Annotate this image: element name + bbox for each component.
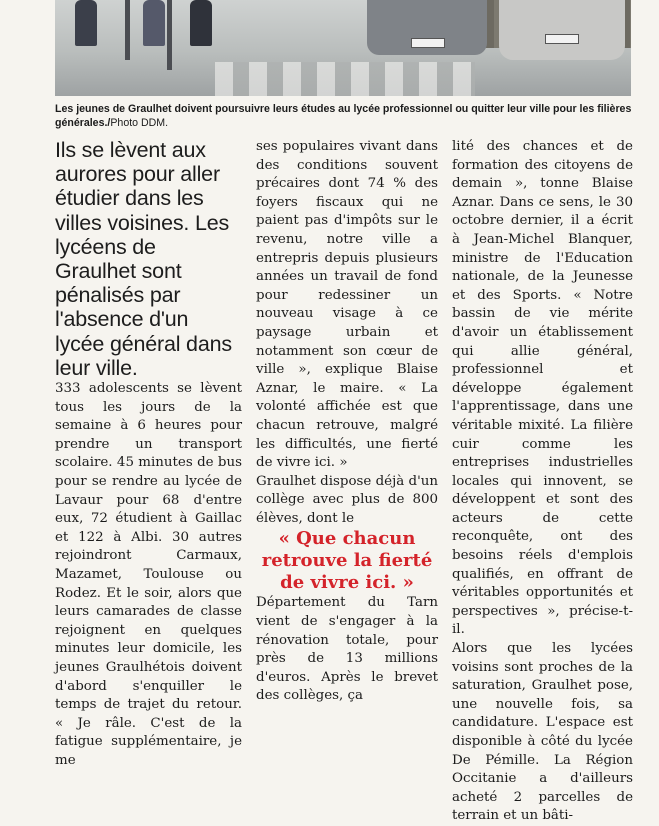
article-paragraph: 333 adolescents se lèvent tous les jours de la semaine à 6 heures pour prendre un transport scolaire. 45 minutes de bus pour se rendre au lycée de Lavaur pour 68 d'entre eux, 72 étudient à Gaillac et 122 à Albi. 30 autres rejoindront Carmaux, Mazamet, Toulouse ou Rodez. Et le soir, alors que leurs camarades de classe rejoignent en quelques minutes leur domicile, les jeunes Graulhétois doivent d'abord s'enquiller le temps de trajet du retour. « Je râle. C'est de la fatigue supplémentaire, je me: [55, 381, 242, 768]
caption-text: Les jeunes de Graulhet doivent poursuivre leurs études au lycée professionnel ou quitter leur ville pour les filières générales./: [55, 103, 632, 129]
article-paragraph: Alors que les lycées voisins sont proches de la saturation, Graulhet pose, une nouvelle fois, sa candidature. L'espace est disponible à côté du lycée De Pémille. La Région Occitanie a d'ailleurs acheté 2 parcelles de terrain et un bâti-: [452, 641, 633, 824]
license-plate: [411, 38, 445, 48]
article-lead: Ils se lèvent aux aurores pour aller étudier dans les villes voisines. Les lycéens de Graulhet sont pénalisés par l'absence d'un lycée général dans leur ville.: [55, 138, 232, 380]
article-paragraph: Département du Tarn vient de s'engager à la rénovation totale, pour près de 13 millions d'euros. Après le brevet des collèges, ça: [256, 595, 438, 704]
pedestrian-crossing: [215, 62, 475, 96]
student-figure: [75, 0, 97, 46]
parked-car: [367, 0, 487, 55]
photo-caption: [55, 102, 635, 130]
lamp-post: [167, 0, 172, 70]
article-paragraph: Graulhet dispose déjà d'un collège avec plus de 800 élèves, dont le: [256, 473, 438, 526]
article-column-1: [55, 138, 242, 771]
article-paragraph: lité des chances et de formation des citoyens de demain », tonne Blaise Aznar. Dans ce sens, le 30 octobre dernier, il a écrit à Jean-Michel Blanquer, ministre de l'Education nationale, de la Jeunesse et des Sports. « Notre bassin de vie mérite d'avoir un établissement qui allie général, professionnel et développe également l'apprentissage, dans une véritable mixité. La filière cuir comme les entreprises industrielles locales qui innovent, se développent et sont des acteurs de cette reconquête, ont des besoins réels d'emplois qualifiés, en offrant de véritables opportunités et perspectives », précise-t-il.: [452, 139, 633, 638]
article-column-3: [452, 138, 633, 826]
article-paragraph: ses populaires vivant dans des conditions souvent précaires dont 74 % des foyers fiscaux qui ne paient pas d'impôts sur le revenu, notre ville a entrepris depuis plusieurs années un travail de fond pour redessiner un nouveau visage à ce paysage urbain et notamment son cœur de ville », explique Blaise Aznar, le maire. « La volonté affichée est que chacun retrouve, malgré les difficultés, une fierté de vivre ici. »: [256, 139, 438, 471]
photo-credit: Photo DDM.: [110, 117, 169, 129]
article-column-2: [256, 138, 438, 706]
lamp-post: [125, 0, 130, 60]
pull-quote: « Que chacun retrouve la fierté de vivre ici. »: [261, 528, 433, 594]
article-photo: [55, 0, 631, 96]
license-plate: [545, 34, 579, 44]
student-figure: [143, 0, 165, 46]
parked-car: [499, 0, 625, 60]
student-figure: [190, 0, 212, 46]
